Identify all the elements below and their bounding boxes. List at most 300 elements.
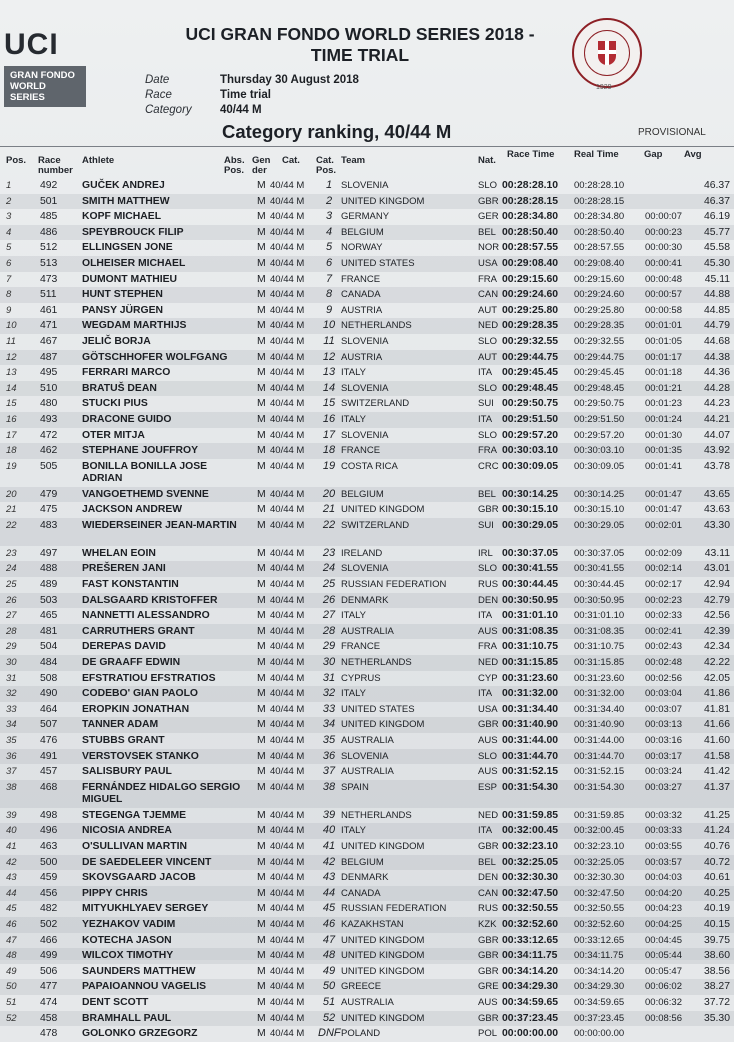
cell-race-number: 477 xyxy=(40,981,58,993)
cell-race-number: 478 xyxy=(40,1028,58,1040)
cell-real-time: 00:34:59.65 xyxy=(574,996,625,1008)
cell-race-number: 481 xyxy=(40,625,58,637)
cell-category: 40/44 M xyxy=(270,335,305,347)
cell-cat-pos: 38 xyxy=(322,780,336,793)
cell-athlete: STEGENGA TJEMME xyxy=(82,809,187,821)
cell-real-time: 00:29:24.60 xyxy=(574,289,625,301)
cell-nationality: SUI xyxy=(478,519,494,531)
cell-race-number: 457 xyxy=(40,766,58,778)
cell-gap: 00:01:21 xyxy=(645,382,682,394)
cell-real-time: 00:31:34.40 xyxy=(574,703,625,715)
table-row xyxy=(0,780,734,808)
cell-cat-pos: 27 xyxy=(322,609,336,622)
meta-date xyxy=(145,73,359,88)
cell-team: SWITZERLAND xyxy=(341,398,410,410)
cell-category: 40/44 M xyxy=(270,445,305,457)
cell-category: 40/44 M xyxy=(270,504,305,516)
cell-real-time: 00:32:23.10 xyxy=(574,840,625,852)
cell-gender: M xyxy=(257,445,266,457)
cell-gap: 00:03:13 xyxy=(645,719,682,731)
cell-cat-pos: 18 xyxy=(322,444,336,457)
col-pos: Pos. xyxy=(6,155,27,166)
race-meta xyxy=(145,73,359,118)
seal-year: 1929 xyxy=(596,84,612,91)
cell-avg-speed: 38.27 xyxy=(703,981,730,993)
cell-race-time: 00:30:37.05 xyxy=(502,547,559,559)
cell-gender: M xyxy=(257,398,266,410)
cell-nationality: RUS xyxy=(478,579,499,591)
cell-team: UNITED STATES xyxy=(341,257,415,269)
cell-nationality: SLO xyxy=(478,750,498,762)
cell-category: 40/44 M xyxy=(270,413,305,425)
table-row xyxy=(0,749,734,765)
cell-category: 40/44 M xyxy=(270,766,305,778)
table-row xyxy=(0,443,734,459)
cell-real-time: 00:29:08.40 xyxy=(574,257,625,269)
table-row xyxy=(0,1026,734,1042)
cell-team: NETHERLANDS xyxy=(341,657,412,669)
cell-gap: 00:01:05 xyxy=(645,335,682,347)
cell-category: 40/44 M xyxy=(270,195,305,207)
cell-race-time: 00:30:44.45 xyxy=(502,579,559,591)
table-row xyxy=(0,194,734,210)
cell-race-time: 00:31:44.70 xyxy=(502,750,559,762)
cell-avg-speed: 43.65 xyxy=(703,488,730,500)
table-row xyxy=(0,350,734,366)
cell-position: 7 xyxy=(6,273,12,285)
cell-cat-pos: 40 xyxy=(322,824,336,837)
cell-gap: 00:03:24 xyxy=(645,766,682,778)
cell-category: 40/44 M xyxy=(270,351,305,363)
cell-gap: 00:04:20 xyxy=(645,887,682,899)
cell-real-time: 00:31:44.00 xyxy=(574,735,625,746)
table-row xyxy=(0,948,734,964)
meta-category xyxy=(145,103,359,118)
cell-gap: 00:00:57 xyxy=(645,289,682,301)
cell-category: 40/44 M xyxy=(270,903,305,915)
cell-race-number: 461 xyxy=(40,304,58,316)
cell-race-number: 479 xyxy=(40,488,58,500)
cell-team: SLOVENIA xyxy=(341,563,389,575)
cell-race-number: 513 xyxy=(40,257,58,269)
table-row xyxy=(0,287,734,303)
cell-position: 28 xyxy=(6,625,17,637)
cell-team: RUSSIAN FEDERATION xyxy=(341,579,447,591)
cell-athlete: CARRUTHERS GRANT xyxy=(82,625,195,637)
cell-nationality: KZK xyxy=(478,918,497,930)
cell-team: CANADA xyxy=(341,887,381,899)
cell-gap: 00:02:48 xyxy=(645,657,682,669)
cell-avg-speed: 44.28 xyxy=(703,382,730,394)
cell-nationality: ITA xyxy=(478,825,493,837)
cell-athlete: TANNER ADAM xyxy=(82,719,159,731)
cell-race-time: 00:30:14.25 xyxy=(502,488,559,500)
cell-race-time: 00:28:57.55 xyxy=(502,242,559,254)
cell-gender: M xyxy=(257,934,266,946)
cell-category: 40/44 M xyxy=(270,289,305,301)
cell-gap: 00:05:47 xyxy=(645,965,682,977)
table-row xyxy=(0,502,734,518)
cell-category: 40/44 M xyxy=(270,1012,305,1024)
table-row xyxy=(0,546,734,562)
cell-nationality: NED xyxy=(478,657,499,669)
cell-avg-speed: 41.86 xyxy=(703,688,730,700)
cell-real-time: 00:31:32.00 xyxy=(574,688,625,700)
cell-nationality: AUS xyxy=(478,625,498,637)
cell-gender: M xyxy=(257,579,266,591)
table-row xyxy=(0,178,734,194)
cell-position: 49 xyxy=(6,965,17,977)
cell-position: 48 xyxy=(6,950,17,962)
cell-athlete: FERRARI MARCO xyxy=(82,367,171,379)
cell-avg-speed: 44.38 xyxy=(703,351,730,363)
cell-category: 40/44 M xyxy=(270,594,305,606)
cell-race-time: 00:29:45.45 xyxy=(502,367,559,379)
cell-gap: 00:00:30 xyxy=(645,242,682,254)
cell-category: 40/44 M xyxy=(270,579,305,591)
cell-position: 43 xyxy=(6,872,17,884)
cell-avg-speed: 44.88 xyxy=(703,289,730,301)
cell-cat-pos: 34 xyxy=(322,718,336,731)
cell-race-number: 484 xyxy=(40,657,58,669)
cell-gender: M xyxy=(257,1028,266,1040)
cell-nationality: CAN xyxy=(478,289,499,301)
cell-category: 40/44 M xyxy=(270,1028,305,1040)
cell-athlete: NICOSIA ANDREA xyxy=(82,825,172,837)
cell-athlete: ELLINGSEN JONE xyxy=(82,242,173,254)
cell-gap: 00:00:58 xyxy=(645,304,682,316)
cell-avg-speed: 42.56 xyxy=(703,610,730,622)
cell-gap: 00:05:44 xyxy=(645,950,682,962)
cell-athlete: SMITH MATTHEW xyxy=(82,195,170,207)
cell-race-time: 00:29:24.60 xyxy=(502,289,559,301)
cell-gender: M xyxy=(257,429,266,441)
cell-real-time: 00:31:52.15 xyxy=(574,766,625,778)
cell-position: 38 xyxy=(6,781,17,793)
cell-category: 40/44 M xyxy=(270,610,305,622)
cell-cat-pos: 30 xyxy=(322,656,336,669)
cell-race-number: 462 xyxy=(40,445,58,457)
cell-cat-pos: 45 xyxy=(322,902,336,915)
cell-athlete: GUČEK ANDREJ xyxy=(82,180,165,191)
cell-cat-pos: 52 xyxy=(322,1011,336,1024)
cell-race-time: 00:31:32.00 xyxy=(502,688,559,700)
cell-position: 34 xyxy=(6,719,17,731)
cell-cat-pos: 17 xyxy=(322,428,336,441)
cell-nationality: FRA xyxy=(478,273,497,285)
section-title: Category ranking, 40/44 M xyxy=(222,121,452,142)
cell-race-number: 482 xyxy=(40,903,58,915)
cell-race-time: 00:29:44.75 xyxy=(502,351,559,363)
cell-gender: M xyxy=(257,918,266,930)
table-row xyxy=(0,917,734,933)
cell-avg-speed: 44.36 xyxy=(703,367,730,379)
cell-position: 40 xyxy=(6,825,17,837)
cell-athlete: VERSTOVSEK STANKO xyxy=(82,750,199,762)
cell-gender: M xyxy=(257,460,266,472)
table-row xyxy=(0,303,734,319)
cell-athlete: STUBBS GRANT xyxy=(82,735,165,746)
cell-team: POLAND xyxy=(341,1028,381,1040)
cell-race-time: 00:30:50.95 xyxy=(502,594,559,606)
cell-cat-pos: 50 xyxy=(322,980,336,993)
cell-race-time: 00:32:30.30 xyxy=(502,872,559,884)
meta-value: Time trial xyxy=(220,89,271,101)
cell-avg-speed: 43.01 xyxy=(703,563,730,575)
cell-cat-pos: 29 xyxy=(322,640,336,653)
cell-team: IRELAND xyxy=(341,547,383,559)
cell-team: ITALY xyxy=(341,413,366,425)
cell-gender: M xyxy=(257,781,266,793)
cell-position: 12 xyxy=(6,351,17,363)
cell-race-number: 456 xyxy=(40,887,58,899)
cell-nationality: CYP xyxy=(478,672,498,684)
cell-nationality: AUS xyxy=(478,996,498,1008)
table-row xyxy=(0,995,734,1011)
cell-category: 40/44 M xyxy=(270,382,305,394)
cell-real-time: 00:29:57.20 xyxy=(574,429,625,441)
cell-real-time: 00:29:32.55 xyxy=(574,335,625,347)
cell-real-time: 00:34:29.30 xyxy=(574,981,625,993)
cell-avg-speed: 44.07 xyxy=(703,429,730,441)
cell-gap: 00:03:57 xyxy=(645,856,682,868)
cell-race-time: 00:31:44.00 xyxy=(502,735,559,746)
cell-gap: 00:03:16 xyxy=(645,735,682,746)
cell-category: 40/44 M xyxy=(270,840,305,852)
cell-athlete: DE GRAAFF EDWIN xyxy=(82,657,181,669)
cell-nationality: SLO xyxy=(478,335,498,347)
cell-real-time: 00:32:25.05 xyxy=(574,856,625,868)
cell-nationality: BEL xyxy=(478,488,496,500)
cell-race-time: 00:29:15.60 xyxy=(502,273,559,285)
cell-nationality: GBR xyxy=(478,719,499,731)
cell-category: 40/44 M xyxy=(270,918,305,930)
cell-real-time: 00:33:12.65 xyxy=(574,934,625,946)
cell-category: 40/44 M xyxy=(270,950,305,962)
cell-athlete: SALISBURY PAUL xyxy=(82,766,172,778)
cell-avg-speed: 46.37 xyxy=(703,195,730,207)
cell-category: 40/44 M xyxy=(270,460,305,472)
cell-nationality: GBR xyxy=(478,965,499,977)
cell-real-time: 00:29:28.35 xyxy=(574,320,625,332)
cell-gender: M xyxy=(257,1012,266,1024)
cell-nationality: SLO xyxy=(478,382,498,394)
cell-position: 51 xyxy=(6,996,17,1008)
cell-race-time: 00:31:52.15 xyxy=(502,766,559,778)
cell-athlete: EFSTRATIOU EFSTRATIOS xyxy=(82,672,216,684)
uci-brand: UCI xyxy=(4,28,59,61)
cell-athlete: DUMONT MATHIEU xyxy=(82,273,178,285)
cell-avg-speed: 45.58 xyxy=(703,242,730,254)
cell-category: 40/44 M xyxy=(270,981,305,993)
cell-gender: M xyxy=(257,594,266,606)
cell-race-time: 00:29:28.35 xyxy=(502,320,559,332)
cell-athlete: FERNÁNDEZ HIDALGO SERGIO MIGUEL xyxy=(82,781,241,805)
cell-nationality: DEN xyxy=(478,594,499,606)
cell-position: 52 xyxy=(6,1012,17,1024)
cell-real-time: 00:29:48.45 xyxy=(574,382,625,394)
cell-real-time: 00:34:14.20 xyxy=(574,965,625,977)
cell-gender: M xyxy=(257,950,266,962)
cell-cat-pos: 24 xyxy=(322,562,336,575)
cell-nationality: GER xyxy=(478,211,499,223)
cell-nationality: GRE xyxy=(478,981,499,993)
cell-team: FRANCE xyxy=(341,273,381,285)
cell-athlete: O'SULLIVAN MARTIN xyxy=(82,840,188,852)
cell-race-number: 485 xyxy=(40,211,58,223)
cell-category: 40/44 M xyxy=(270,703,305,715)
cell-gender: M xyxy=(257,965,266,977)
cell-athlete: BRAMHALL PAUL xyxy=(82,1012,172,1024)
cell-real-time: 00:31:54.30 xyxy=(574,781,625,793)
cell-position: 18 xyxy=(6,445,17,457)
cell-team: UNITED KINGDOM xyxy=(341,195,425,207)
cell-nationality: FRA xyxy=(478,641,497,653)
cell-gap: 00:04:25 xyxy=(645,918,682,930)
cell-race-number: 464 xyxy=(40,703,58,715)
cell-race-time: 00:32:47.50 xyxy=(502,887,559,899)
cell-nationality: ITA xyxy=(478,367,493,379)
cell-category: 40/44 M xyxy=(270,657,305,669)
cell-category: 40/44 M xyxy=(270,641,305,653)
cell-team: RUSSIAN FEDERATION xyxy=(341,903,447,915)
meta-label: Race xyxy=(145,89,172,101)
cell-position: 30 xyxy=(6,657,17,669)
cell-team: DENMARK xyxy=(341,872,389,884)
table-row xyxy=(0,855,734,871)
cell-avg-speed: 38.60 xyxy=(703,950,730,962)
cell-team: FRANCE xyxy=(341,445,381,457)
table-row xyxy=(0,624,734,640)
cell-gap: 00:01:17 xyxy=(645,351,682,363)
cell-cat-pos: 49 xyxy=(322,964,336,977)
cell-athlete: WIEDERSEINER JEAN-MARTIN xyxy=(82,519,237,531)
cell-nationality: ITA xyxy=(478,610,493,622)
cell-gap: 00:03:17 xyxy=(645,750,682,762)
cell-race-number: 476 xyxy=(40,735,58,746)
cell-athlete: PREŠEREN JANI xyxy=(82,563,166,575)
table-row xyxy=(0,764,734,780)
cell-team: UNITED KINGDOM xyxy=(341,950,425,962)
cell-position: 21 xyxy=(6,504,17,516)
cell-team: KAZAKHSTAN xyxy=(341,918,404,930)
cell-cat-pos: 12 xyxy=(322,350,336,363)
cell-category: 40/44 M xyxy=(270,547,305,559)
cell-team: SLOVENIA xyxy=(341,429,389,441)
cell-race-time: 00:33:12.65 xyxy=(502,934,559,946)
divider xyxy=(0,146,734,147)
cell-category: 40/44 M xyxy=(270,996,305,1008)
cell-position: 35 xyxy=(6,735,17,746)
cell-race-time: 00:29:50.75 xyxy=(502,398,559,410)
cell-race-number: 468 xyxy=(40,781,58,793)
cell-cat-pos: 13 xyxy=(322,366,336,379)
cell-race-time: 00:30:03.10 xyxy=(502,445,559,457)
col-race-number: Race number xyxy=(38,155,73,176)
cell-race-time: 00:31:34.40 xyxy=(502,703,559,715)
table-row xyxy=(0,381,734,397)
cell-team: GREECE xyxy=(341,981,382,993)
cell-team: GERMANY xyxy=(341,211,390,223)
cell-position: 13 xyxy=(6,367,17,379)
cell-cat-pos: 2 xyxy=(325,194,333,207)
cell-team: FRANCE xyxy=(341,641,381,653)
cell-athlete: FAST KONSTANTIN xyxy=(82,579,179,591)
cell-cat-pos: 46 xyxy=(322,917,336,930)
cell-position: 33 xyxy=(6,703,17,715)
cell-position: 20 xyxy=(6,488,17,500)
cell-category: 40/44 M xyxy=(270,273,305,285)
cell-gender: M xyxy=(257,320,266,332)
cell-race-time: 00:34:14.20 xyxy=(502,965,559,977)
table-row xyxy=(0,428,734,444)
cell-team: SLOVENIA xyxy=(341,335,389,347)
cell-race-number: 467 xyxy=(40,335,58,347)
cell-avg-speed: 42.22 xyxy=(703,657,730,669)
cell-race-number: 496 xyxy=(40,825,58,837)
cell-athlete: VANGOETHEMD SVENNE xyxy=(82,488,209,500)
cell-position: 41 xyxy=(6,840,17,852)
cell-cat-pos: 4 xyxy=(325,225,333,238)
cell-gap: 00:02:14 xyxy=(645,563,682,575)
table-row xyxy=(0,870,734,886)
cell-gender: M xyxy=(257,351,266,363)
cell-athlete: DE SAEDELEER VINCENT xyxy=(82,856,212,868)
cell-nationality: GBR xyxy=(478,504,499,516)
cell-avg-speed: 41.81 xyxy=(703,703,730,715)
cell-gender: M xyxy=(257,981,266,993)
cell-avg-speed: 41.42 xyxy=(703,766,730,778)
table-row xyxy=(0,256,734,272)
cell-gender: M xyxy=(257,610,266,622)
cell-category: 40/44 M xyxy=(270,180,305,191)
cell-nationality: SLO xyxy=(478,180,498,191)
cell-category: 40/44 M xyxy=(270,825,305,837)
cell-gender: M xyxy=(257,226,266,238)
cell-avg-speed: 41.66 xyxy=(703,719,730,731)
cell-nationality: NED xyxy=(478,809,499,821)
cell-real-time: 00:37:23.45 xyxy=(574,1012,625,1024)
cell-real-time: 00:31:44.70 xyxy=(574,750,625,762)
cell-team: DENMARK xyxy=(341,594,389,606)
cell-real-time: 00:30:14.25 xyxy=(574,488,625,500)
cell-athlete: DRACONE GUIDO xyxy=(82,413,172,425)
cell-race-number: 475 xyxy=(40,504,58,516)
col-nat: Nat. xyxy=(478,155,496,166)
cell-avg-speed: 38.56 xyxy=(703,965,730,977)
cell-real-time: 00:28:34.80 xyxy=(574,211,625,223)
cell-position: 8 xyxy=(6,289,12,301)
cell-gap: 00:01:18 xyxy=(645,367,682,379)
cell-race-number: 510 xyxy=(40,382,58,394)
cell-category: 40/44 M xyxy=(270,856,305,868)
cell-gap: 00:04:45 xyxy=(645,934,682,946)
table-row xyxy=(0,933,734,949)
cell-cat-pos: 15 xyxy=(322,397,336,410)
cell-real-time: 00:30:37.05 xyxy=(574,547,625,559)
cell-avg-speed: 46.37 xyxy=(703,180,730,191)
cell-real-time: 00:00:00.00 xyxy=(574,1028,625,1040)
cell-cat-pos: 1 xyxy=(325,179,333,191)
cell-athlete: GÖTSCHHOFER WOLFGANG xyxy=(82,351,228,363)
table-row xyxy=(0,240,734,256)
cell-avg-speed: 43.30 xyxy=(703,519,730,531)
cell-race-number: 488 xyxy=(40,563,58,575)
cell-race-number: 499 xyxy=(40,950,58,962)
cell-race-time: 00:31:15.85 xyxy=(502,657,559,669)
cell-gap: 00:06:02 xyxy=(645,981,682,993)
cell-race-number: 473 xyxy=(40,273,58,285)
